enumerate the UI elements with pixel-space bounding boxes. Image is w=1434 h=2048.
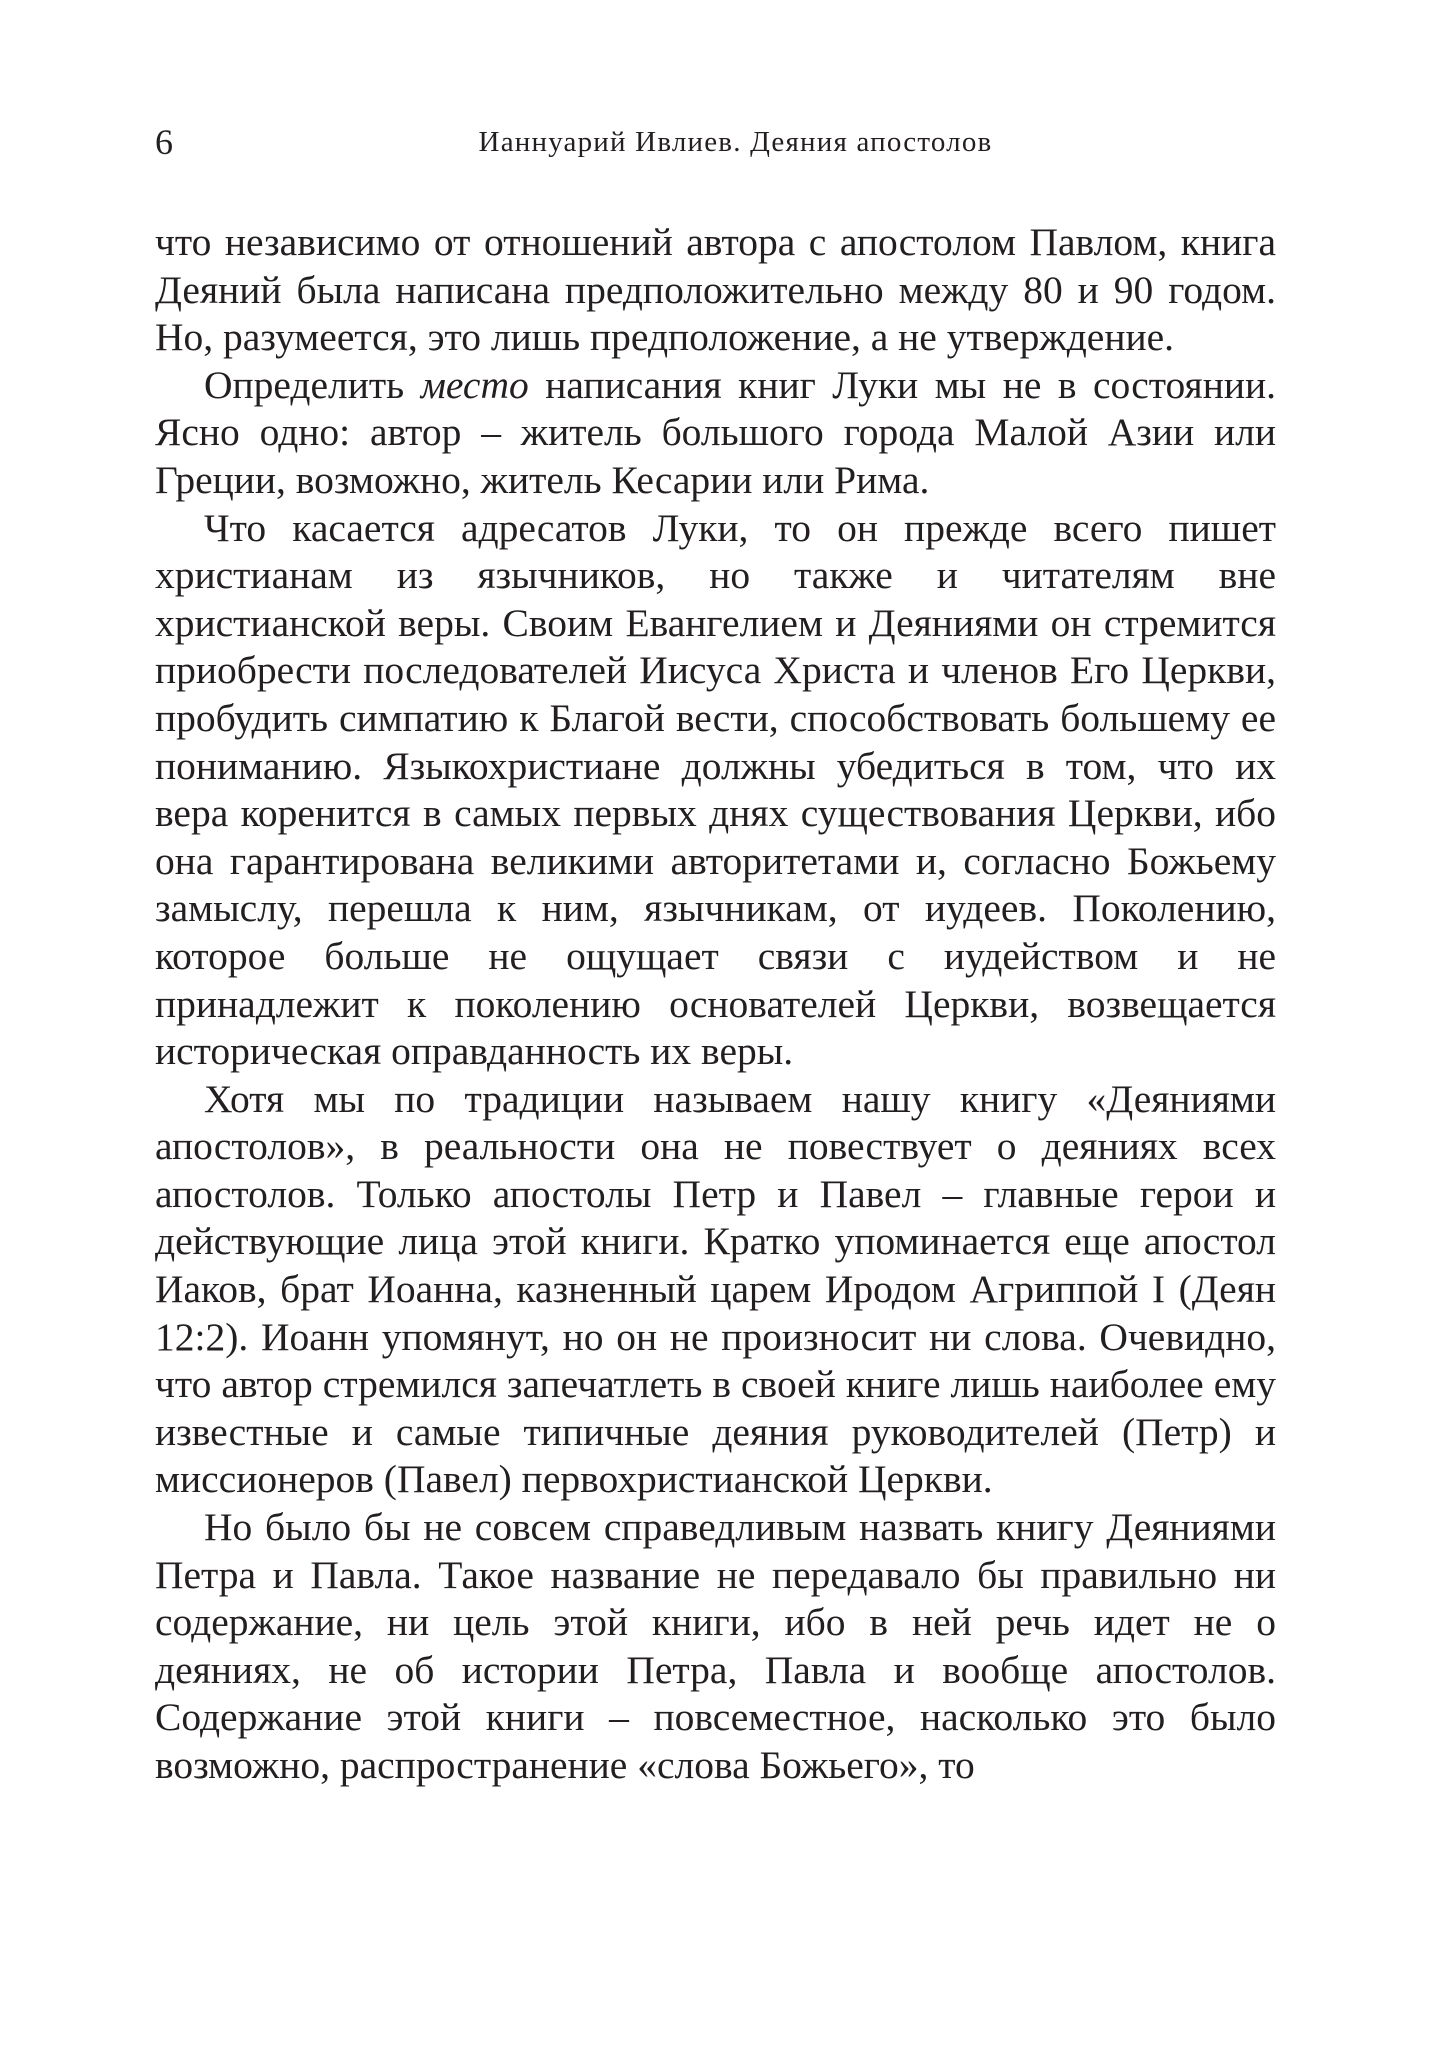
paragraph-title-meaning: Хотя мы по традиции называем нашу книгу «Деяниями апостолов», в реальности она не повествует о деяниях всех апостолов. Только апостолы Петр и Павел – главные герои и действующие лица этой книги. Кратко упоминается еще апостол Иаков, брат Иоанна, казненный царем Иродом Агриппой I (Деян 12:2). Иоанн упомянут, но он не произносит ни слова. Очевидно, что автор стремился запечатлеть в своей книге лишь наиболее ему известные и самые типичные деяния руководителей (Петр) и миссионеров (Павел) первохристианской Церкви. bbox=[155, 1076, 1276, 1502]
running-head: Ианнуарий Ивлиев. Деяния апостолов bbox=[478, 126, 993, 158]
paragraph-place-start: Определить bbox=[204, 362, 421, 407]
emphasis-word: место bbox=[420, 362, 529, 407]
paragraph-place bbox=[155, 362, 1276, 505]
paragraph-place-rest: написания книг Луки мы не в состоянии. Ясно одно: автор – житель большого города Малой Азии или Греции, возможно, житель Кесарии или Рима. bbox=[155, 362, 1277, 502]
page-number: 6 bbox=[155, 122, 173, 162]
paragraph-content: Но было бы не совсем справедливым назвать книгу Деяниями Петра и Павла. Такое название не передавало бы правильно ни содержание, ни цель этой книги, ибо в ней речь идет не о деяниях, не об истории Петра, Павла и вообще апостолов. Содержание этой книги – повсеместное, насколько это было возможно, распространение «слова Божьего», то bbox=[155, 1505, 1276, 1787]
paragraph-continuation: что независимо от отношений автора с апостолом Павлом, книга Деяний была написана предположительно между 80 и 90 годом. Но, разумеется, это лишь предположение, а не утверждение. bbox=[155, 220, 1276, 360]
page-header bbox=[155, 118, 1276, 168]
paragraph-addressees: Что касается адресатов Луки, то он прежде всего пишет христианам из язычников, но также и читателям вне христианской веры. Своим Евангелием и Деяниями он стремится приобрести последователей Иисуса Христа и членов Его Церкви, пробудить симпатию к Благой вести, способствовать большему ее пониманию. Языкохристиане должны убедиться в том, что их вера коренится в самых первых днях существования Церкви, ибо она гарантирована великими авторитетами и, согласно Божьему замыслу, перешла к ним, язычникам, от иудеев. Поколению, которое больше не ощущает связи с иудейством и не принадлежит к поколению основателей Церкви, возвещается историческая оправданность их веры. bbox=[155, 505, 1276, 1074]
body-text bbox=[155, 219, 1276, 1790]
